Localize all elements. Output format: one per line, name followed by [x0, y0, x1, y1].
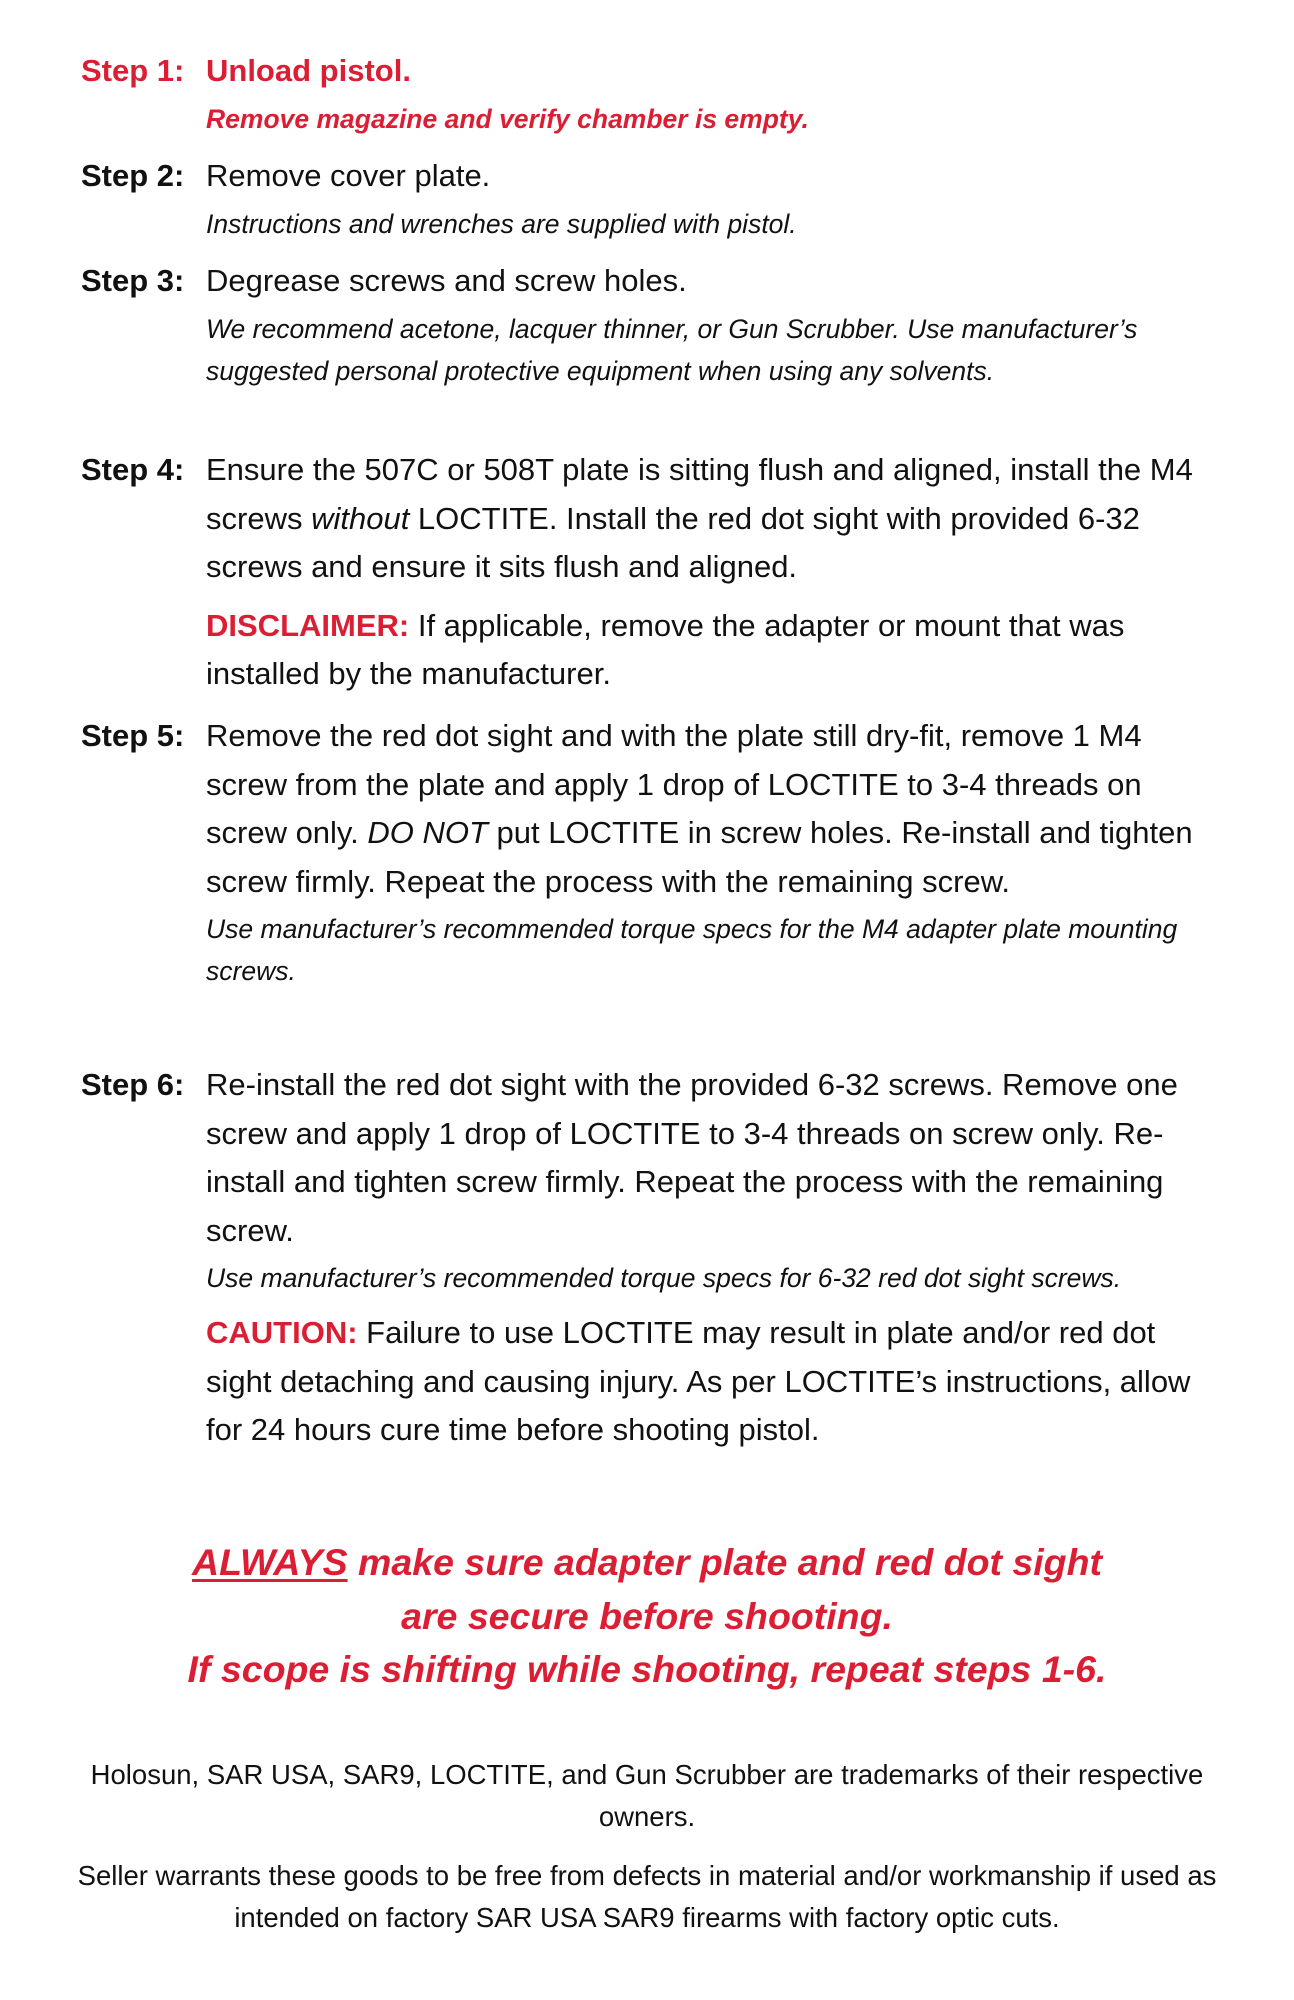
step-4 — [81, 446, 1221, 699]
step-1-title: Unload pistol. — [206, 53, 411, 88]
caution-label: CAUTION: — [206, 1315, 358, 1350]
step-3 — [81, 257, 1221, 392]
banner-line-2: are secure before shooting. — [401, 1594, 893, 1637]
step-5-text — [206, 712, 1206, 906]
banner-line-1 — [0, 1536, 1294, 1590]
step-2-title: Remove cover plate. — [206, 158, 491, 193]
step-5 — [81, 712, 1221, 992]
step-5-text-a: Remove the red dot sight and with the plate still dry-fit, remove 1 M4 screw from the plate and apply 1 drop of LOCTITE to 3-4 threads on screw only. — [206, 718, 1142, 850]
step-2-label: Step 2: — [81, 158, 185, 193]
step-2-note: Instructions and wrenches are supplied with pistol. — [206, 208, 797, 239]
step-6 — [81, 1061, 1221, 1455]
step-6-note: Use manufacturer’s recommended torque specs for 6-32 red dot sight screws. — [206, 1263, 1122, 1293]
step-5-label: Step 5: — [81, 718, 185, 753]
step-6-title: Re-install the red dot sight with the provided 6-32 screws. Remove one screw and apply 1 drop of LOCTITE to 3-4 threads on screw only. Re-install and tighten screw firmly. Repeat the process with the remaining screw. — [206, 1067, 1178, 1248]
step-3-note: We recommend acetone, lacquer thinner, or Gun Scrubber. Use manufacturer’s suggested personal protective equipment when using any solvents. — [206, 313, 1138, 386]
step-4-label: Step 4: — [81, 452, 185, 487]
step-2 — [81, 152, 1221, 245]
step-5-text-italic: DO NOT — [367, 815, 488, 850]
step-1-note: Remove magazine and verify chamber is empty. — [206, 103, 809, 134]
caution-text: Failure to use LOCTITE may result in plate and/or red dot sight detaching and causing injury. As per LOCTITE’s instructions, allow for 24 hours cure time before shooting pistol. — [206, 1315, 1191, 1447]
step-6-caution — [206, 1309, 1206, 1455]
step-4-text — [206, 446, 1206, 592]
banner-line-1-rest: make sure adapter plate and red dot sight — [347, 1541, 1102, 1583]
disclaimer-label: DISCLAIMER: — [206, 607, 410, 643]
banner-line-3: If scope is shifting while shooting, repeat steps 1-6. — [187, 1648, 1107, 1690]
step-4-text-b: LOCTITE. Install the red dot sight with provided 6-32 screws and ensure it sits flush and aligned. — [206, 500, 1140, 584]
step-6-label: Step 6: — [81, 1067, 185, 1102]
step-3-title: Degrease screws and screw holes. — [206, 263, 687, 298]
warranty-notice: Seller warrants these goods to be free from defects in material and/or workmanship if used as intended on factory SAR USA SAR9 firearms with factory optic cuts. — [77, 1860, 1217, 1933]
step-4-text-italic: without — [311, 500, 410, 536]
safety-banner — [0, 1536, 1294, 1697]
disclaimer-text: If applicable, remove the adapter or mount that was installed by the manufacturer. — [206, 607, 1125, 691]
step-5-text-b: put LOCTITE in screw holes. Re-install and tighten screw firmly. Repeat the process with the remaining screw. — [206, 815, 1193, 899]
step-1 — [81, 47, 1221, 140]
step-5-note: Use manufacturer’s recommended torque specs for the M4 adapter plate mounting screws. — [206, 914, 1178, 986]
step-3-label: Step 3: — [81, 263, 185, 298]
banner-emphasis: ALWAYS — [192, 1541, 348, 1583]
step-1-label: Step 1: — [81, 53, 185, 88]
step-4-text-a: Ensure the 507C or 508T plate is sitting flush and aligned, install the M4 screws — [206, 452, 1193, 536]
step-4-disclaimer — [206, 602, 1206, 699]
trademark-notice: Holosun, SAR USA, SAR9, LOCTITE, and Gun Scrubber are trademarks of their respective owners. — [90, 1759, 1204, 1832]
